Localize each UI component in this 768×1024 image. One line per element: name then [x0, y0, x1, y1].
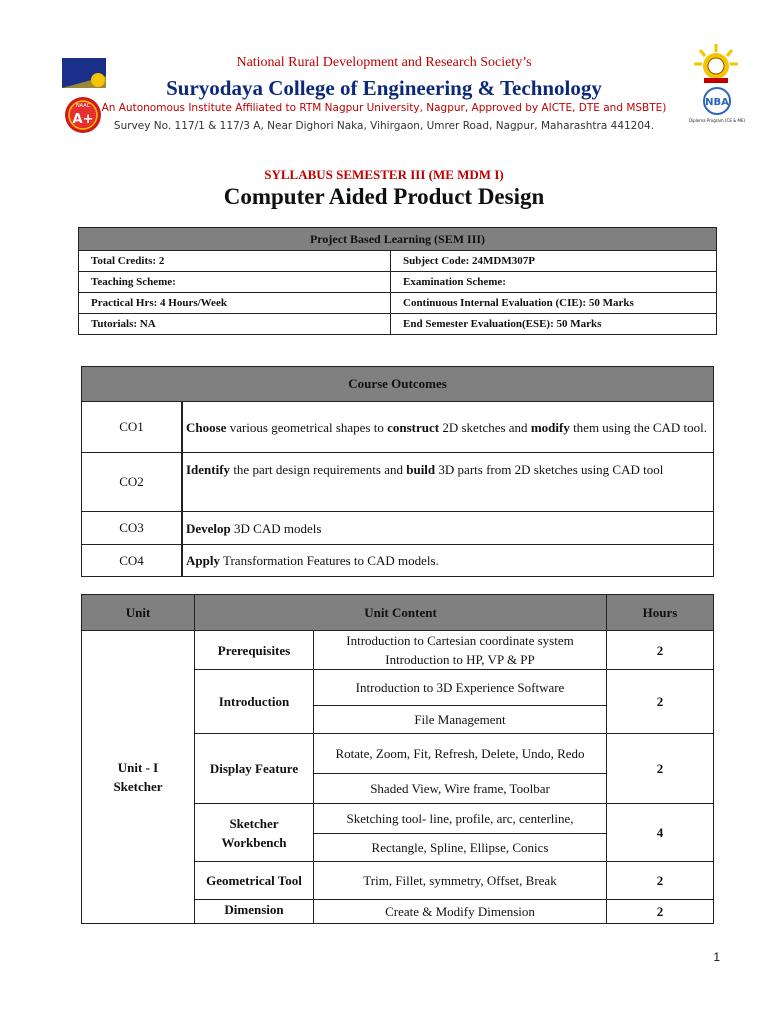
table-row: [82, 545, 714, 577]
scheme-table: [78, 227, 717, 335]
society-name: National Rural Development and Research Society’s: [236, 55, 532, 70]
topic-hours: 2: [607, 862, 714, 900]
course-outcomes-table: [81, 366, 714, 577]
table-row: [79, 293, 717, 314]
outcome-code: CO1: [82, 402, 183, 453]
table-row: [82, 453, 714, 512]
affiliation-line: An Autonomous Institute Affiliated to RTM Nagpur University, Nagpur, Approved by AICTE, DTE and MSBTE): [101, 102, 667, 114]
outcome-code: CO4: [82, 545, 183, 577]
outcome-code: CO3: [82, 512, 183, 545]
nba-label: NBA: [705, 97, 729, 108]
topic-name: Geometrical Tool: [195, 862, 314, 900]
table-row: [79, 272, 717, 293]
naac-grade: A+: [72, 112, 94, 127]
outcome-text: Apply Transformation Features to CAD models.: [182, 545, 714, 577]
unit-content-table: [81, 594, 714, 924]
outcome-text: Choose various geometrical shapes to construct 2D sketches and modify them using the CAD tool.: [182, 402, 714, 453]
topic-hours: 2: [607, 900, 714, 924]
topic-name: Prerequisites: [195, 631, 314, 670]
content-header: Unit Content: [195, 595, 607, 631]
topic-name: Sketcher Workbench: [195, 804, 314, 862]
topic-item: Sketching tool- line, profile, arc, centerline,: [314, 804, 607, 834]
topic-item: Rotate, Zoom, Fit, Refresh, Delete, Undo, Redo: [314, 734, 607, 774]
scheme-cell: Examination Scheme:: [391, 272, 717, 293]
topic-item: Create & Modify Dimension: [314, 900, 607, 924]
topic-item: Introduction to 3D Experience Software: [314, 670, 607, 706]
topic-item: Introduction to Cartesian coordinate system Introduction to HP, VP & PP: [314, 631, 607, 670]
topic-item: Trim, Fillet, symmetry, Offset, Break: [314, 862, 607, 900]
table-row: [82, 631, 714, 670]
topic-name: Introduction: [195, 670, 314, 734]
course-title: Computer Aided Product Design: [223, 184, 545, 209]
topic-hours: 2: [607, 670, 714, 734]
scheme-cell: Total Credits: 2: [79, 251, 391, 272]
topic-item: File Management: [314, 706, 607, 734]
syllabus-semester-line: SYLLABUS SEMESTER III (ME MDM I): [264, 167, 504, 182]
table-row: [82, 402, 714, 453]
scheme-cell: Tutorials: NA: [79, 314, 391, 335]
table-row: [79, 314, 717, 335]
scheme-cell: End Semester Evaluation(ESE): 50 Marks: [391, 314, 717, 335]
outcome-text: Develop 3D CAD models: [182, 512, 714, 545]
unit-name: Unit - I Sketcher: [82, 631, 195, 924]
scheme-cell: Practical Hrs: 4 Hours/Week: [79, 293, 391, 314]
topic-name: Dimension: [195, 900, 314, 924]
scheme-cell: Continuous Internal Evaluation (CIE): 50 Marks: [391, 293, 717, 314]
page-number: 1: [713, 950, 720, 964]
unit-header: Unit: [82, 595, 195, 631]
topic-item: Rectangle, Spline, Ellipse, Conics: [314, 834, 607, 862]
topic-hours: 4: [607, 804, 714, 862]
topic-item: Shaded View, Wire frame, Toolbar: [314, 774, 607, 804]
address-line: Survey No. 117/1 & 117/3 A, Near Dighori Naka, Vihirgaon, Umrer Road, Nagpur, Maharashtra 441204.: [113, 120, 655, 132]
topic-hours: 2: [607, 734, 714, 804]
scheme-cell: Subject Code: 24MDM307P: [391, 251, 717, 272]
scheme-heading: Project Based Learning (SEM III): [79, 228, 717, 251]
topic-hours: 2: [607, 631, 714, 670]
topic-name: Display Feature: [195, 734, 314, 804]
scheme-cell: Teaching Scheme:: [79, 272, 391, 293]
nba-caption: Diploma Program (CE & ME): [688, 118, 746, 123]
table-row: [79, 251, 717, 272]
outcome-code: CO2: [82, 453, 183, 512]
hours-header: Hours: [607, 595, 714, 631]
naac-label: NAAC: [75, 103, 91, 109]
outcomes-heading: Course Outcomes: [82, 367, 714, 402]
table-row: [82, 512, 714, 545]
outcome-text: Identify the part design requirements and build 3D parts from 2D sketches using CAD tool: [182, 453, 714, 512]
college-name: Suryodaya College of Engineering & Technology: [166, 76, 602, 100]
